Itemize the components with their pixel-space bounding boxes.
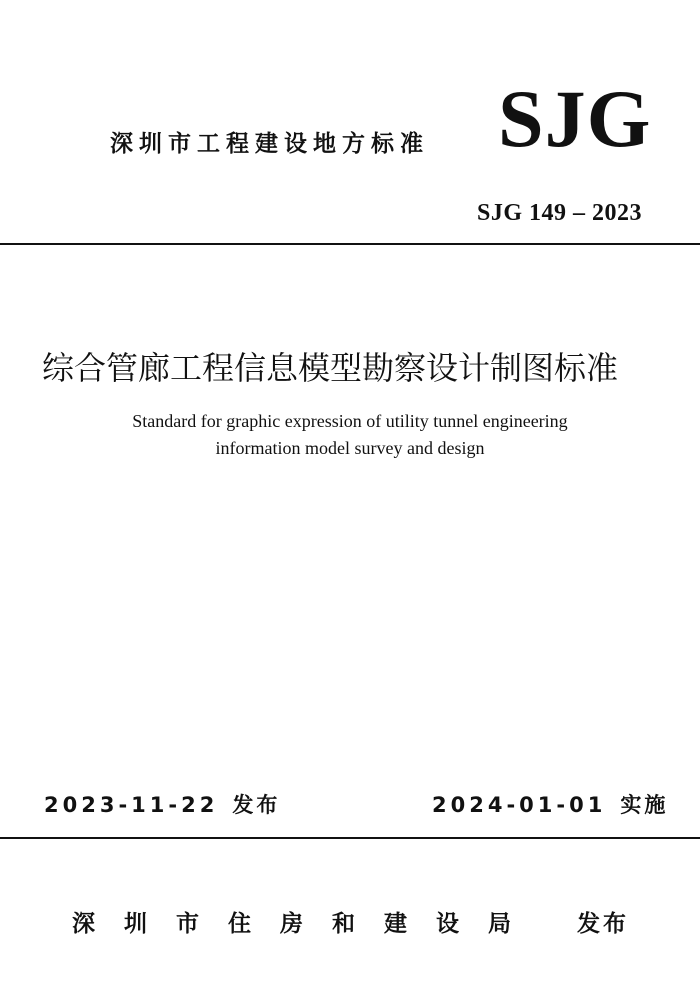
effective-date-block <box>432 789 668 819</box>
issue-date: 2023-11-22 <box>44 793 219 817</box>
main-title-english <box>0 408 700 462</box>
main-title-chinese: 综合管廊工程信息模型勘察设计制图标准 <box>42 349 619 387</box>
bottom-divider <box>0 837 700 839</box>
english-title-line-1: Standard for graphic expression of utility tunnel engineering <box>132 411 568 431</box>
issuing-authority: 深圳市住房和建设局 <box>72 911 540 937</box>
effective-label: 实施 <box>620 793 669 817</box>
effective-date: 2024-01-01 <box>432 793 607 817</box>
issue-label: 发布 <box>232 793 281 817</box>
standard-number: SJG 149 – 2023 <box>476 200 642 226</box>
standard-category-title: 深圳市工程建设地方标准 <box>110 131 429 157</box>
english-title-line-2: information model survey and design <box>215 438 485 458</box>
issue-date-block <box>44 789 280 819</box>
sjg-logo: SJG <box>498 73 652 164</box>
top-divider <box>0 243 700 245</box>
issuing-action: 发布 <box>577 911 629 937</box>
